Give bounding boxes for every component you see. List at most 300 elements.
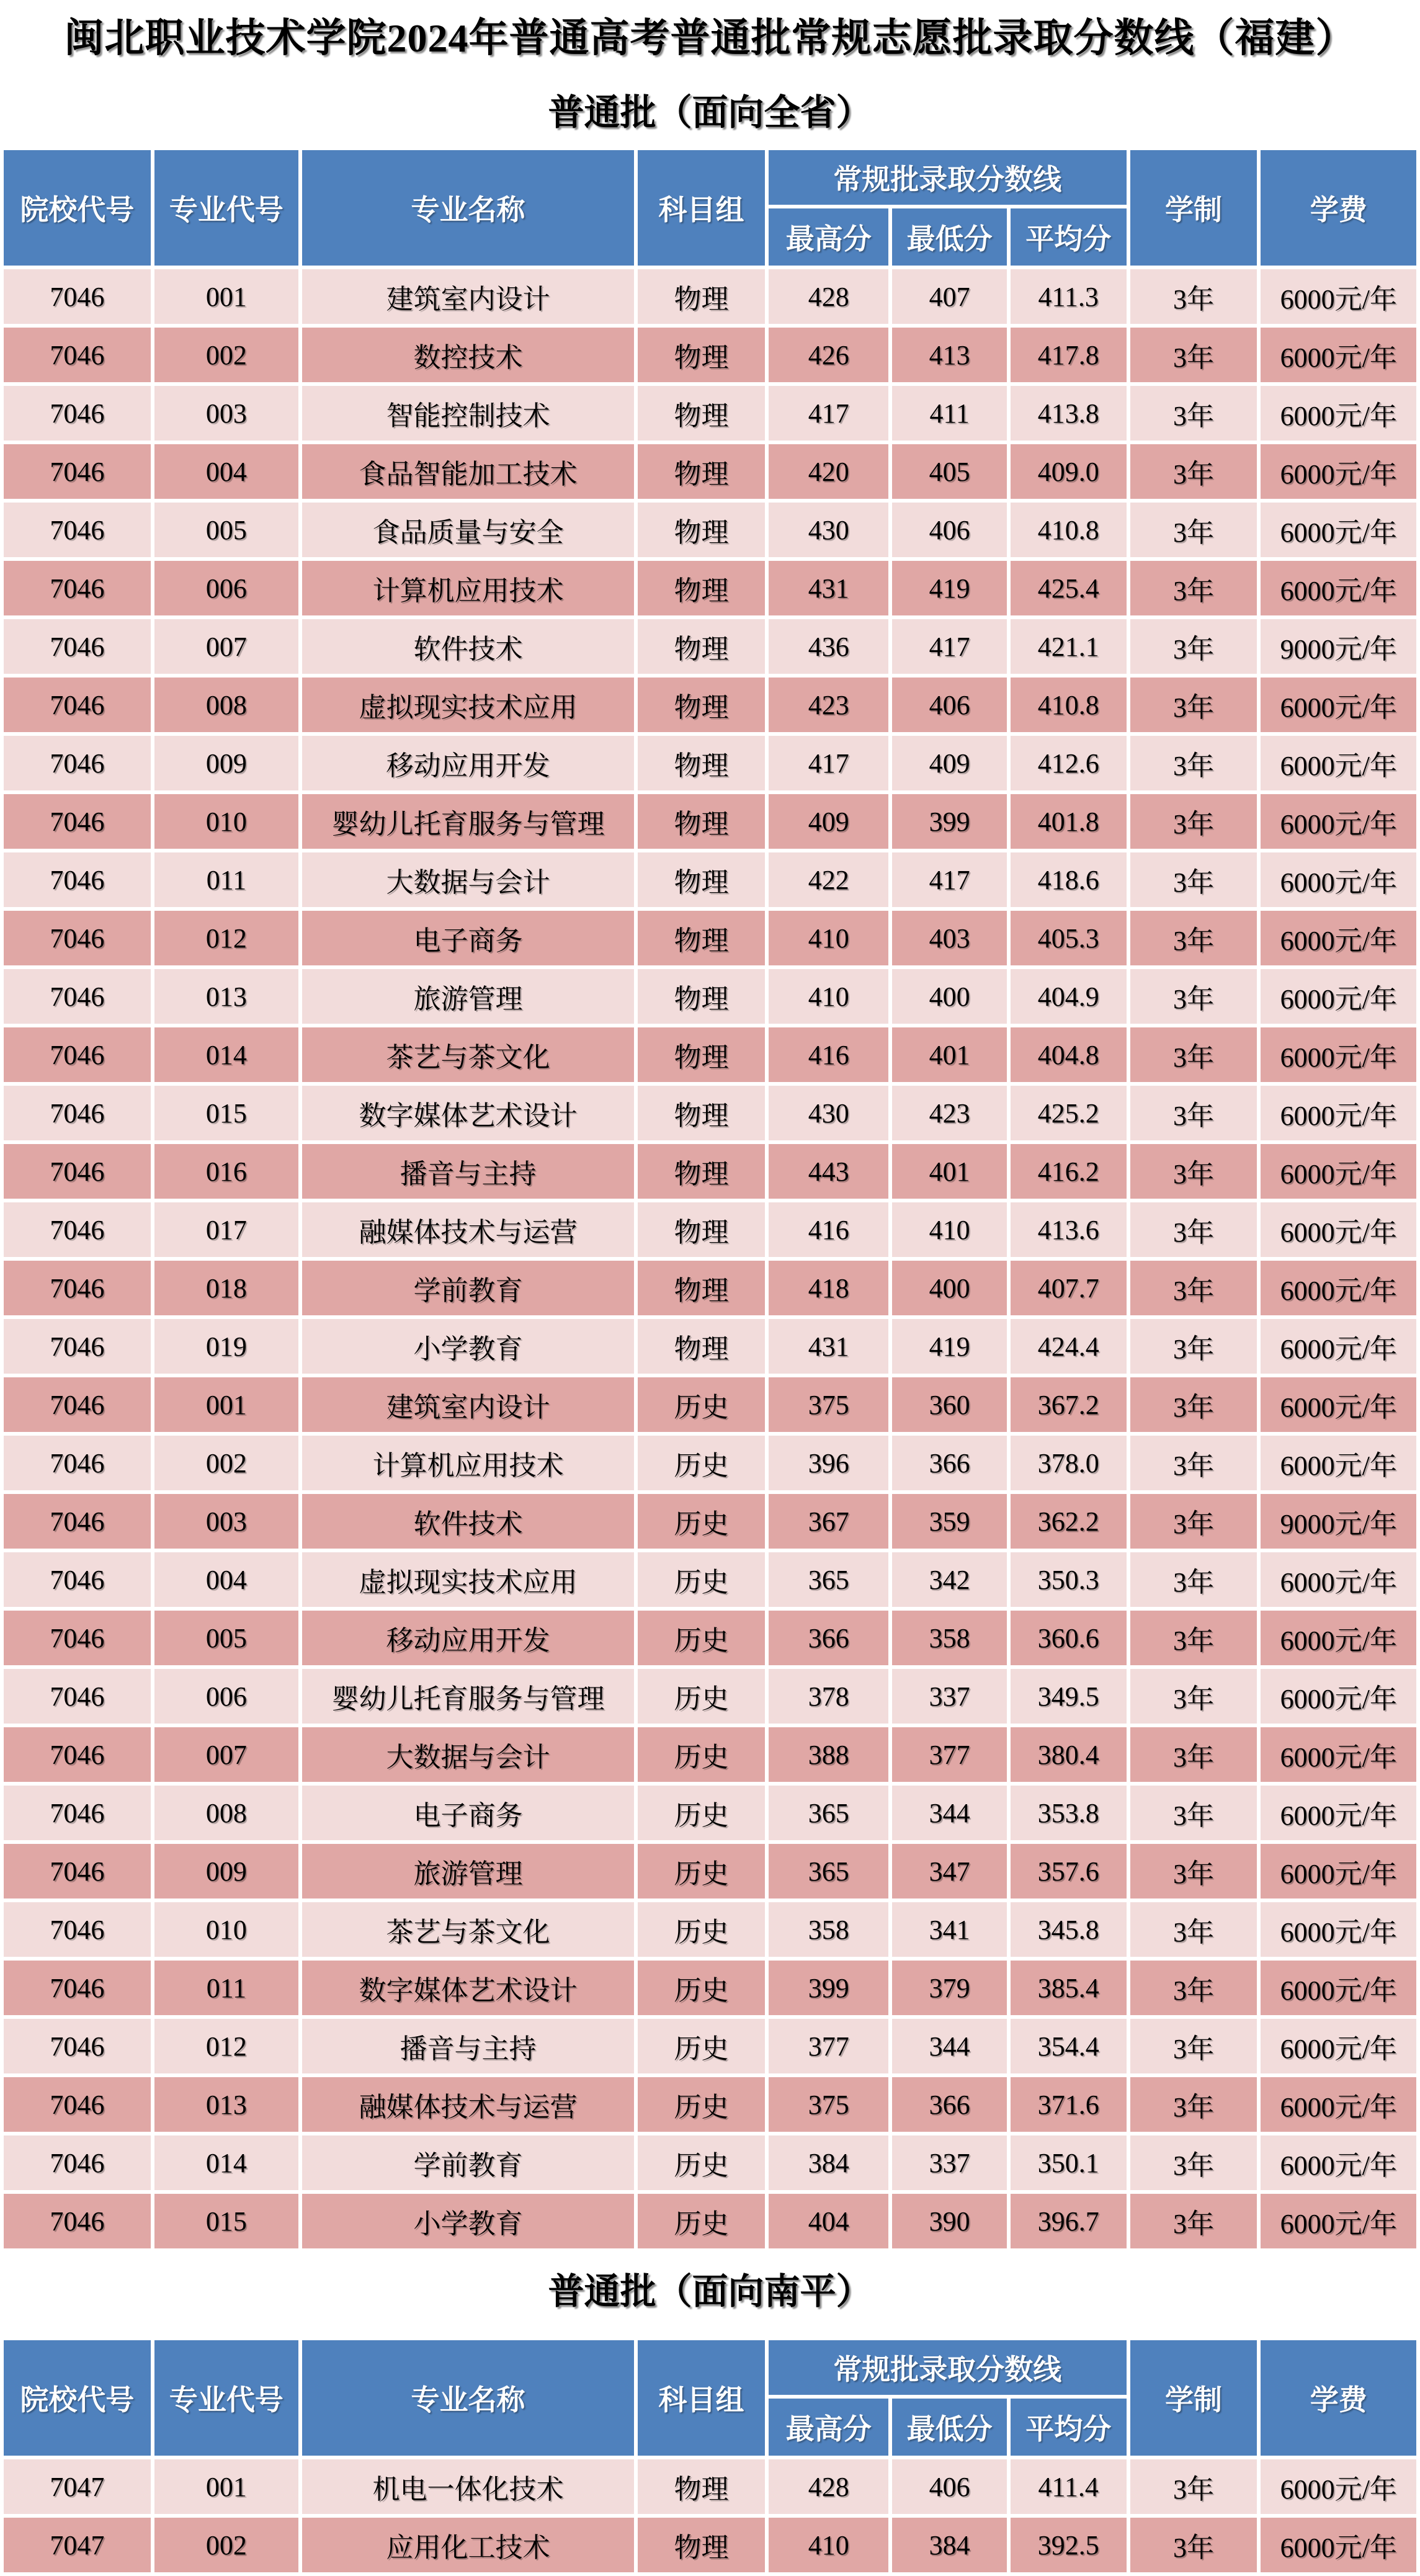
cell-duration: 3年 bbox=[1130, 2135, 1257, 2190]
cell-major-name: 数字媒体艺术设计 bbox=[302, 1961, 634, 2015]
cell-avg-score: 396.7 bbox=[1011, 2194, 1127, 2248]
cell-duration: 3年 bbox=[1130, 1669, 1257, 1724]
col-header-min-score: 最低分 bbox=[892, 208, 1006, 266]
cell-tuition: 6000元/年 bbox=[1261, 1552, 1416, 1607]
cell-duration: 3年 bbox=[1130, 269, 1257, 324]
cell-min-score: 419 bbox=[892, 561, 1006, 615]
cell-max-score: 430 bbox=[769, 1086, 889, 1140]
cell-min-score: 347 bbox=[892, 1844, 1006, 1898]
cell-major-name: 数字媒体艺术设计 bbox=[302, 1086, 634, 1140]
cell-major-name: 电子商务 bbox=[302, 1786, 634, 1840]
col-header-duration: 学制 bbox=[1130, 150, 1257, 266]
cell-major-code: 016 bbox=[154, 1144, 298, 1199]
cell-duration: 3年 bbox=[1130, 1611, 1257, 1665]
cell-avg-score: 410.8 bbox=[1011, 678, 1127, 732]
cell-major-code: 002 bbox=[154, 2518, 298, 2572]
cell-max-score: 396 bbox=[769, 1436, 889, 1490]
cell-duration: 3年 bbox=[1130, 678, 1257, 732]
cell-college-code: 7046 bbox=[4, 1844, 151, 1898]
table-row bbox=[4, 2194, 1416, 2248]
admission-table-province bbox=[0, 146, 1420, 2252]
cell-min-score: 390 bbox=[892, 2194, 1006, 2248]
cell-duration: 3年 bbox=[1130, 1552, 1257, 1607]
cell-tuition: 6000元/年 bbox=[1261, 386, 1416, 441]
cell-min-score: 419 bbox=[892, 1319, 1006, 1374]
cell-tuition: 6000元/年 bbox=[1261, 1202, 1416, 1257]
cell-major-name: 播音与主持 bbox=[302, 2019, 634, 2073]
cell-max-score: 358 bbox=[769, 1902, 889, 1957]
table-row bbox=[4, 1786, 1416, 1840]
col-header-score-group: 常规批录取分数线 bbox=[769, 150, 1127, 205]
cell-min-score: 337 bbox=[892, 2135, 1006, 2190]
table-row bbox=[4, 1961, 1416, 2015]
cell-min-score: 411 bbox=[892, 386, 1006, 441]
cell-college-code: 7046 bbox=[4, 1552, 151, 1607]
cell-subject-group: 历史 bbox=[638, 1902, 765, 1957]
cell-avg-score: 412.6 bbox=[1011, 736, 1127, 790]
cell-min-score: 359 bbox=[892, 1494, 1006, 1549]
table-row bbox=[4, 736, 1416, 790]
cell-duration: 3年 bbox=[1130, 736, 1257, 790]
cell-major-name: 电子商务 bbox=[302, 911, 634, 965]
col-header-subject-group: 科目组 bbox=[638, 2340, 765, 2456]
cell-subject-group: 历史 bbox=[638, 1377, 765, 1432]
cell-subject-group: 历史 bbox=[638, 1552, 765, 1607]
cell-duration: 3年 bbox=[1130, 911, 1257, 965]
cell-duration: 3年 bbox=[1130, 1319, 1257, 1374]
cell-tuition: 6000元/年 bbox=[1261, 444, 1416, 499]
cell-avg-score: 416.2 bbox=[1011, 1144, 1127, 1199]
cell-college-code: 7046 bbox=[4, 2077, 151, 2132]
admission-table-nanping bbox=[0, 2337, 1420, 2576]
col-header-tuition: 学费 bbox=[1261, 2340, 1416, 2456]
cell-tuition: 6000元/年 bbox=[1261, 1961, 1416, 2015]
cell-max-score: 365 bbox=[769, 1552, 889, 1607]
cell-college-code: 7046 bbox=[4, 1027, 151, 1082]
cell-max-score: 375 bbox=[769, 2077, 889, 2132]
cell-college-code: 7046 bbox=[4, 2135, 151, 2190]
cell-subject-group: 物理 bbox=[638, 911, 765, 965]
cell-major-name: 融媒体技术与运营 bbox=[302, 2077, 634, 2132]
cell-major-code: 001 bbox=[154, 269, 298, 324]
cell-major-code: 001 bbox=[154, 1377, 298, 1432]
table-row bbox=[4, 1377, 1416, 1432]
cell-major-code: 017 bbox=[154, 1202, 298, 1257]
cell-duration: 3年 bbox=[1130, 1727, 1257, 1782]
cell-max-score: 367 bbox=[769, 1494, 889, 1549]
cell-min-score: 344 bbox=[892, 1786, 1006, 1840]
cell-subject-group: 历史 bbox=[638, 2135, 765, 2190]
cell-major-name: 融媒体技术与运营 bbox=[302, 1202, 634, 1257]
cell-tuition: 6000元/年 bbox=[1261, 1261, 1416, 1315]
cell-subject-group: 物理 bbox=[638, 269, 765, 324]
cell-subject-group: 物理 bbox=[638, 444, 765, 499]
cell-major-name: 计算机应用技术 bbox=[302, 1436, 634, 1490]
cell-tuition: 6000元/年 bbox=[1261, 2077, 1416, 2132]
cell-major-code: 014 bbox=[154, 2135, 298, 2190]
cell-major-code: 007 bbox=[154, 1727, 298, 1782]
cell-duration: 3年 bbox=[1130, 1377, 1257, 1432]
page-title: 闽北职业技术学院2024年普通高考普通批常规志愿批录取分数线（福建） bbox=[64, 16, 1356, 60]
cell-subject-group: 历史 bbox=[638, 1844, 765, 1898]
cell-major-name: 数控技术 bbox=[302, 328, 634, 382]
cell-subject-group: 历史 bbox=[638, 1669, 765, 1724]
cell-major-name: 移动应用开发 bbox=[302, 736, 634, 790]
cell-college-code: 7047 bbox=[4, 2459, 151, 2514]
cell-avg-score: 409.0 bbox=[1011, 444, 1127, 499]
cell-avg-score: 421.1 bbox=[1011, 619, 1127, 674]
cell-major-code: 007 bbox=[154, 619, 298, 674]
cell-min-score: 406 bbox=[892, 2459, 1006, 2514]
cell-max-score: 378 bbox=[769, 1669, 889, 1724]
cell-major-code: 011 bbox=[154, 852, 298, 907]
cell-tuition: 6000元/年 bbox=[1261, 852, 1416, 907]
cell-tuition: 6000元/年 bbox=[1261, 1086, 1416, 1140]
cell-max-score: 409 bbox=[769, 794, 889, 849]
cell-min-score: 366 bbox=[892, 1436, 1006, 1490]
table-row bbox=[4, 2459, 1416, 2514]
cell-max-score: 422 bbox=[769, 852, 889, 907]
cell-min-score: 379 bbox=[892, 1961, 1006, 2015]
cell-subject-group: 物理 bbox=[638, 619, 765, 674]
cell-min-score: 400 bbox=[892, 1261, 1006, 1315]
cell-duration: 3年 bbox=[1130, 1961, 1257, 2015]
cell-max-score: 428 bbox=[769, 2459, 889, 2514]
table-header bbox=[4, 2340, 1416, 2456]
table-row bbox=[4, 1202, 1416, 1257]
cell-tuition: 6000元/年 bbox=[1261, 1611, 1416, 1665]
cell-tuition: 6000元/年 bbox=[1261, 1727, 1416, 1782]
cell-duration: 3年 bbox=[1130, 1902, 1257, 1957]
table-row bbox=[4, 561, 1416, 615]
table-row bbox=[4, 969, 1416, 1024]
cell-college-code: 7046 bbox=[4, 794, 151, 849]
cell-major-name: 小学教育 bbox=[302, 1319, 634, 1374]
cell-duration: 3年 bbox=[1130, 1202, 1257, 1257]
cell-duration: 3年 bbox=[1130, 619, 1257, 674]
cell-min-score: 377 bbox=[892, 1727, 1006, 1782]
cell-tuition: 6000元/年 bbox=[1261, 969, 1416, 1024]
cell-major-code: 013 bbox=[154, 969, 298, 1024]
cell-max-score: 365 bbox=[769, 1844, 889, 1898]
cell-major-code: 015 bbox=[154, 1086, 298, 1140]
cell-max-score: 375 bbox=[769, 1377, 889, 1432]
cell-duration: 3年 bbox=[1130, 1261, 1257, 1315]
col-header-major-code: 专业代号 bbox=[154, 2340, 298, 2456]
cell-major-code: 001 bbox=[154, 2459, 298, 2514]
cell-subject-group: 物理 bbox=[638, 852, 765, 907]
cell-college-code: 7046 bbox=[4, 1786, 151, 1840]
table-row bbox=[4, 1261, 1416, 1315]
cell-subject-group: 物理 bbox=[638, 969, 765, 1024]
cell-major-code: 005 bbox=[154, 1611, 298, 1665]
cell-subject-group: 物理 bbox=[638, 1027, 765, 1082]
cell-tuition: 6000元/年 bbox=[1261, 1436, 1416, 1490]
col-header-duration: 学制 bbox=[1130, 2340, 1257, 2456]
cell-subject-group: 物理 bbox=[638, 386, 765, 441]
cell-max-score: 410 bbox=[769, 969, 889, 1024]
cell-tuition: 6000元/年 bbox=[1261, 503, 1416, 557]
cell-major-name: 建筑室内设计 bbox=[302, 269, 634, 324]
cell-min-score: 401 bbox=[892, 1027, 1006, 1082]
cell-min-score: 410 bbox=[892, 1202, 1006, 1257]
cell-max-score: 443 bbox=[769, 1144, 889, 1199]
cell-min-score: 423 bbox=[892, 1086, 1006, 1140]
cell-min-score: 366 bbox=[892, 2077, 1006, 2132]
cell-college-code: 7046 bbox=[4, 736, 151, 790]
cell-major-name: 虚拟现实技术应用 bbox=[302, 1552, 634, 1607]
cell-tuition: 6000元/年 bbox=[1261, 911, 1416, 965]
cell-college-code: 7046 bbox=[4, 503, 151, 557]
cell-duration: 3年 bbox=[1130, 1086, 1257, 1140]
cell-duration: 3年 bbox=[1130, 2077, 1257, 2132]
cell-avg-score: 425.4 bbox=[1011, 561, 1127, 615]
cell-major-name: 应用化工技术 bbox=[302, 2518, 634, 2572]
cell-duration: 3年 bbox=[1130, 1144, 1257, 1199]
col-header-max-score: 最高分 bbox=[769, 208, 889, 266]
cell-avg-score: 349.5 bbox=[1011, 1669, 1127, 1724]
cell-min-score: 417 bbox=[892, 619, 1006, 674]
cell-college-code: 7046 bbox=[4, 1144, 151, 1199]
cell-max-score: 431 bbox=[769, 561, 889, 615]
cell-avg-score: 362.2 bbox=[1011, 1494, 1127, 1549]
cell-college-code: 7046 bbox=[4, 1494, 151, 1549]
cell-avg-score: 353.8 bbox=[1011, 1786, 1127, 1840]
cell-min-score: 403 bbox=[892, 911, 1006, 965]
cell-max-score: 431 bbox=[769, 1319, 889, 1374]
cell-duration: 3年 bbox=[1130, 2019, 1257, 2073]
table-row bbox=[4, 1027, 1416, 1082]
cell-subject-group: 物理 bbox=[638, 1086, 765, 1140]
cell-tuition: 6000元/年 bbox=[1261, 328, 1416, 382]
cell-subject-group: 物理 bbox=[638, 2459, 765, 2514]
cell-tuition: 6000元/年 bbox=[1261, 1902, 1416, 1957]
cell-subject-group: 物理 bbox=[638, 736, 765, 790]
table-row bbox=[4, 619, 1416, 674]
col-header-college-code: 院校代号 bbox=[4, 2340, 151, 2456]
col-header-major-name: 专业名称 bbox=[302, 2340, 634, 2456]
cell-tuition: 6000元/年 bbox=[1261, 561, 1416, 615]
cell-major-code: 019 bbox=[154, 1319, 298, 1374]
table-row bbox=[4, 2077, 1416, 2132]
cell-tuition: 9000元/年 bbox=[1261, 619, 1416, 674]
cell-major-name: 旅游管理 bbox=[302, 1844, 634, 1898]
cell-college-code: 7046 bbox=[4, 386, 151, 441]
cell-avg-score: 350.3 bbox=[1011, 1552, 1127, 1607]
cell-subject-group: 历史 bbox=[638, 1727, 765, 1782]
cell-tuition: 6000元/年 bbox=[1261, 678, 1416, 732]
cell-college-code: 7046 bbox=[4, 269, 151, 324]
cell-subject-group: 历史 bbox=[638, 2077, 765, 2132]
table-row bbox=[4, 1436, 1416, 1490]
table-row bbox=[4, 1844, 1416, 1898]
page-header bbox=[0, 0, 1420, 67]
cell-max-score: 366 bbox=[769, 1611, 889, 1665]
cell-avg-score: 401.8 bbox=[1011, 794, 1127, 849]
cell-major-name: 智能控制技术 bbox=[302, 386, 634, 441]
table-row bbox=[4, 2518, 1416, 2572]
cell-major-name: 软件技术 bbox=[302, 619, 634, 674]
cell-subject-group: 物理 bbox=[638, 1261, 765, 1315]
cell-major-code: 015 bbox=[154, 2194, 298, 2248]
cell-avg-score: 404.8 bbox=[1011, 1027, 1127, 1082]
col-header-min-score: 最低分 bbox=[892, 2399, 1006, 2456]
cell-college-code: 7046 bbox=[4, 2194, 151, 2248]
cell-college-code: 7046 bbox=[4, 1611, 151, 1665]
cell-major-code: 011 bbox=[154, 1961, 298, 2015]
col-header-avg-score: 平均分 bbox=[1011, 2399, 1127, 2456]
table-row bbox=[4, 2019, 1416, 2073]
cell-college-code: 7046 bbox=[4, 1086, 151, 1140]
cell-max-score: 377 bbox=[769, 2019, 889, 2073]
cell-tuition: 6000元/年 bbox=[1261, 1144, 1416, 1199]
cell-major-code: 010 bbox=[154, 1902, 298, 1957]
cell-subject-group: 历史 bbox=[638, 1786, 765, 1840]
cell-max-score: 418 bbox=[769, 1261, 889, 1315]
cell-major-name: 小学教育 bbox=[302, 2194, 634, 2248]
cell-major-name: 婴幼儿托育服务与管理 bbox=[302, 1669, 634, 1724]
cell-avg-score: 354.4 bbox=[1011, 2019, 1127, 2073]
cell-major-code: 012 bbox=[154, 2019, 298, 2073]
cell-avg-score: 380.4 bbox=[1011, 1727, 1127, 1782]
cell-college-code: 7046 bbox=[4, 969, 151, 1024]
cell-tuition: 6000元/年 bbox=[1261, 1786, 1416, 1840]
cell-tuition: 6000元/年 bbox=[1261, 2019, 1416, 2073]
table-row bbox=[4, 444, 1416, 499]
cell-major-name: 茶艺与茶文化 bbox=[302, 1027, 634, 1082]
cell-avg-score: 405.3 bbox=[1011, 911, 1127, 965]
cell-college-code: 7046 bbox=[4, 2019, 151, 2073]
cell-college-code: 7046 bbox=[4, 328, 151, 382]
cell-max-score: 410 bbox=[769, 2518, 889, 2572]
table-body-nanping bbox=[4, 2459, 1416, 2572]
cell-min-score: 360 bbox=[892, 1377, 1006, 1432]
table-row bbox=[4, 503, 1416, 557]
table-row bbox=[4, 1086, 1416, 1140]
cell-college-code: 7046 bbox=[4, 1902, 151, 1957]
cell-avg-score: 385.4 bbox=[1011, 1961, 1127, 2015]
table-header bbox=[4, 150, 1416, 266]
table-body-province bbox=[4, 269, 1416, 2248]
cell-subject-group: 历史 bbox=[638, 1436, 765, 1490]
cell-college-code: 7046 bbox=[4, 1436, 151, 1490]
cell-avg-score: 357.6 bbox=[1011, 1844, 1127, 1898]
table-row bbox=[4, 269, 1416, 324]
cell-avg-score: 411.3 bbox=[1011, 269, 1127, 324]
cell-subject-group: 物理 bbox=[638, 1202, 765, 1257]
cell-duration: 3年 bbox=[1130, 1786, 1257, 1840]
cell-major-code: 004 bbox=[154, 1552, 298, 1607]
cell-min-score: 341 bbox=[892, 1902, 1006, 1957]
table-row bbox=[4, 1494, 1416, 1549]
cell-min-score: 406 bbox=[892, 678, 1006, 732]
cell-college-code: 7046 bbox=[4, 1961, 151, 2015]
cell-duration: 3年 bbox=[1130, 386, 1257, 441]
cell-college-code: 7047 bbox=[4, 2518, 151, 2572]
cell-duration: 3年 bbox=[1130, 444, 1257, 499]
cell-subject-group: 物理 bbox=[638, 561, 765, 615]
table-row bbox=[4, 1319, 1416, 1374]
cell-major-code: 003 bbox=[154, 1494, 298, 1549]
cell-subject-group: 历史 bbox=[638, 1961, 765, 2015]
cell-major-name: 计算机应用技术 bbox=[302, 561, 634, 615]
cell-tuition: 6000元/年 bbox=[1261, 794, 1416, 849]
cell-duration: 3年 bbox=[1130, 503, 1257, 557]
table-row bbox=[4, 1727, 1416, 1782]
cell-duration: 3年 bbox=[1130, 969, 1257, 1024]
cell-avg-score: 345.8 bbox=[1011, 1902, 1127, 1957]
cell-major-name: 虚拟现实技术应用 bbox=[302, 678, 634, 732]
cell-tuition: 6000元/年 bbox=[1261, 2459, 1416, 2514]
cell-min-score: 401 bbox=[892, 1144, 1006, 1199]
table-row bbox=[4, 386, 1416, 441]
cell-max-score: 436 bbox=[769, 619, 889, 674]
cell-major-code: 004 bbox=[154, 444, 298, 499]
cell-max-score: 410 bbox=[769, 911, 889, 965]
cell-min-score: 342 bbox=[892, 1552, 1006, 1607]
cell-duration: 3年 bbox=[1130, 1844, 1257, 1898]
table-row bbox=[4, 2135, 1416, 2190]
cell-avg-score: 413.6 bbox=[1011, 1202, 1127, 1257]
cell-min-score: 400 bbox=[892, 969, 1006, 1024]
cell-avg-score: 378.0 bbox=[1011, 1436, 1127, 1490]
cell-major-name: 移动应用开发 bbox=[302, 1611, 634, 1665]
cell-max-score: 416 bbox=[769, 1027, 889, 1082]
cell-avg-score: 410.8 bbox=[1011, 503, 1127, 557]
col-header-max-score: 最高分 bbox=[769, 2399, 889, 2456]
cell-duration: 3年 bbox=[1130, 1436, 1257, 1490]
cell-min-score: 413 bbox=[892, 328, 1006, 382]
table-row bbox=[4, 1552, 1416, 1607]
table-row bbox=[4, 1902, 1416, 1957]
cell-duration: 3年 bbox=[1130, 1494, 1257, 1549]
cell-duration: 3年 bbox=[1130, 561, 1257, 615]
cell-duration: 3年 bbox=[1130, 2518, 1257, 2572]
table-row bbox=[4, 852, 1416, 907]
cell-max-score: 365 bbox=[769, 1786, 889, 1840]
cell-max-score: 384 bbox=[769, 2135, 889, 2190]
cell-major-name: 学前教育 bbox=[302, 2135, 634, 2190]
cell-major-name: 食品智能加工技术 bbox=[302, 444, 634, 499]
cell-tuition: 6000元/年 bbox=[1261, 1377, 1416, 1432]
cell-subject-group: 物理 bbox=[638, 1319, 765, 1374]
cell-major-name: 食品质量与安全 bbox=[302, 503, 634, 557]
cell-subject-group: 历史 bbox=[638, 2019, 765, 2073]
cell-duration: 3年 bbox=[1130, 852, 1257, 907]
cell-subject-group: 物理 bbox=[638, 794, 765, 849]
cell-college-code: 7046 bbox=[4, 1319, 151, 1374]
cell-college-code: 7046 bbox=[4, 1727, 151, 1782]
col-header-subject-group: 科目组 bbox=[638, 150, 765, 266]
cell-major-name: 大数据与会计 bbox=[302, 852, 634, 907]
cell-college-code: 7046 bbox=[4, 911, 151, 965]
cell-subject-group: 物理 bbox=[638, 503, 765, 557]
table-row bbox=[4, 1669, 1416, 1724]
col-header-major-code: 专业代号 bbox=[154, 150, 298, 266]
cell-subject-group: 历史 bbox=[638, 2194, 765, 2248]
cell-min-score: 399 bbox=[892, 794, 1006, 849]
cell-min-score: 409 bbox=[892, 736, 1006, 790]
cell-duration: 3年 bbox=[1130, 328, 1257, 382]
cell-avg-score: 404.9 bbox=[1011, 969, 1127, 1024]
cell-avg-score: 360.6 bbox=[1011, 1611, 1127, 1665]
cell-avg-score: 411.4 bbox=[1011, 2459, 1127, 2514]
cell-major-code: 009 bbox=[154, 1844, 298, 1898]
cell-avg-score: 417.8 bbox=[1011, 328, 1127, 382]
cell-max-score: 417 bbox=[769, 386, 889, 441]
cell-subject-group: 物理 bbox=[638, 328, 765, 382]
cell-major-code: 006 bbox=[154, 1669, 298, 1724]
